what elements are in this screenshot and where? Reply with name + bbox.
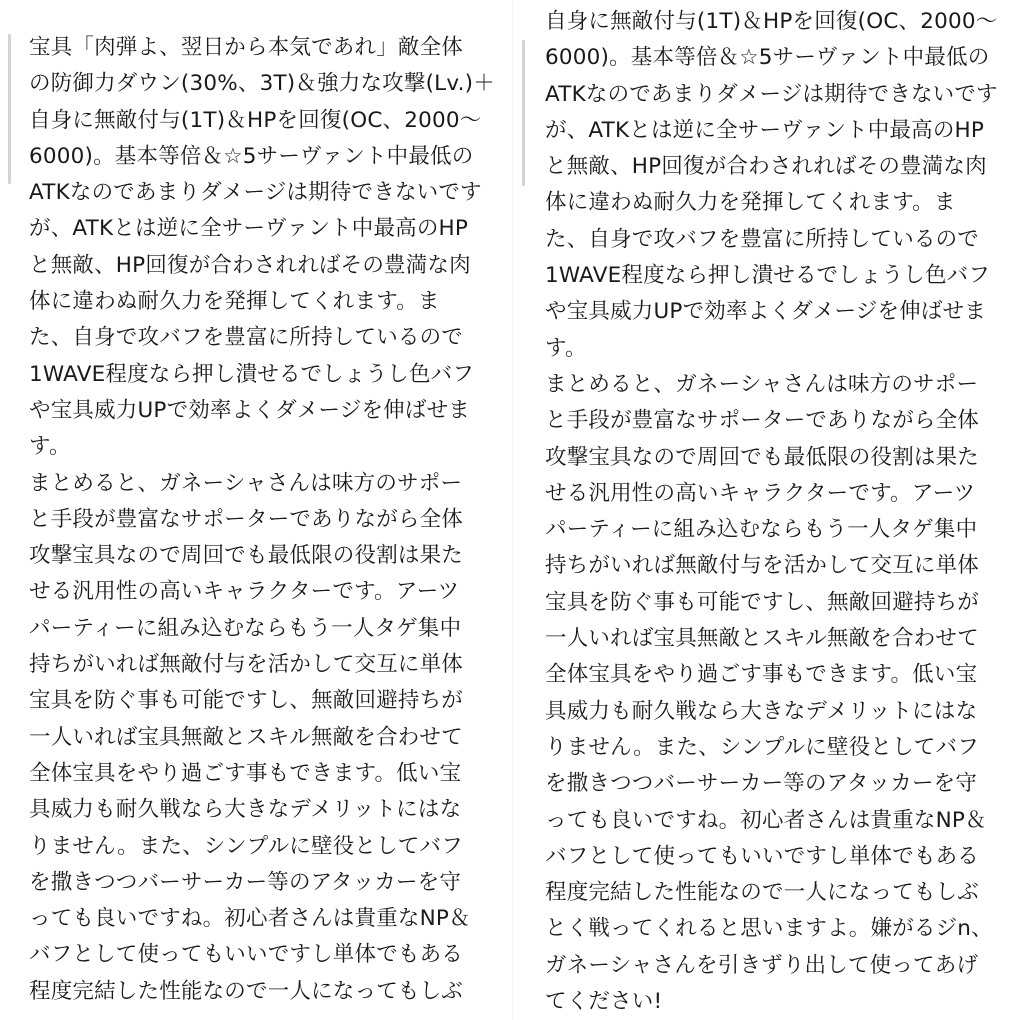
text-line: 持ちがいれば無敵付与を活かして交互に単体 bbox=[545, 553, 980, 579]
text-line: や宝具威力UPで効率よくダメージを伸ばせま bbox=[29, 397, 470, 423]
text-line: 1WAVE程度なら押し潰せるでしょうし色バフ bbox=[545, 263, 991, 289]
text-line: を撒きつつバーサーカー等のアタッカーを守 bbox=[545, 771, 978, 797]
text-line: を撒きつつバーサーカー等のアタッカーを守 bbox=[29, 869, 462, 895]
text-line: 自身に無敵付与(1T)＆HPを回復(OC、2000〜 bbox=[29, 107, 482, 133]
text-line: た、自身で攻バフを豊富に所持しているので bbox=[545, 226, 980, 252]
text-line: 全体宝具をやり過ごす事もできます。低い宝 bbox=[29, 760, 462, 786]
text-line: と手段が豊富なサポーターでありながら全体 bbox=[545, 408, 980, 434]
text-line: の防御力ダウン(30%、3T)＆強力な攻撃(Lv.)＋ bbox=[29, 71, 495, 97]
text-line: す。 bbox=[29, 434, 71, 460]
text-line: まとめると、ガネーシャさんは味方のサポー bbox=[545, 371, 979, 397]
text-line: 具威力も耐久戦なら大きなデメリットにはな bbox=[545, 698, 978, 724]
text-line: た、自身で攻バフを豊富に所持しているので bbox=[29, 325, 464, 351]
text-line: 持ちがいれば無敵付与を活かして交互に単体 bbox=[29, 652, 464, 678]
text-line: や宝具威力UPで効率よくダメージを伸ばせま bbox=[545, 299, 986, 325]
text-line: 攻撃宝具なので周回でも最低限の役割は果た bbox=[545, 444, 980, 470]
text-line: りません。また、シンプルに壁役としてバフ bbox=[29, 833, 463, 859]
text-line: りません。また、シンプルに壁役としてバフ bbox=[545, 734, 979, 760]
text-line: 具威力も耐久戦なら大きなデメリットにはな bbox=[29, 797, 462, 823]
text-line: ガネーシャさんを引きずり出して使ってあげ bbox=[545, 952, 979, 978]
right-text-block bbox=[545, 4, 1021, 1020]
text-line: パーティーに組み込むならもう一人タゲ集中 bbox=[545, 517, 978, 543]
text-line: 宝具を防ぐ事も可能ですし、無敵回避持ちが bbox=[545, 589, 980, 615]
text-line: 自身に無敵付与(1T)＆HPを回復(OC、2000〜 bbox=[545, 9, 998, 34]
text-line: が、ATKとは逆に全サーヴァント中最高のHP bbox=[29, 216, 469, 242]
text-line: てください! bbox=[545, 989, 663, 1015]
left-screenshot-panel[interactable] bbox=[0, 0, 510, 1020]
text-line: っても良いですね。初心者さんは貴重なNP＆ bbox=[545, 807, 987, 833]
text-line: 程度完結した性能なので一人になってもしぶ bbox=[545, 880, 980, 906]
text-line: っても良いですね。初心者さんは貴重なNP＆ bbox=[29, 906, 471, 932]
text-line: 全体宝具をやり過ごす事もできます。低い宝 bbox=[545, 662, 978, 688]
text-line: ATKなのであまりダメージは期待できないです bbox=[29, 180, 482, 206]
text-line: バフとして使ってもいいですし単体でもある bbox=[29, 942, 464, 968]
text-line: 6000)。基本等倍＆☆5サーヴァント中最低の bbox=[545, 45, 990, 71]
text-line: バフとして使ってもいいですし単体でもある bbox=[545, 843, 980, 869]
text-line: とく戦ってくれると思いますよ。嫌がるジn、 bbox=[545, 916, 993, 942]
panel-divider bbox=[512, 0, 513, 1020]
text-line: ATKなのであまりダメージは期待できないです bbox=[545, 81, 998, 107]
text-line: 程度完結した性能なので一人になってもしぶ bbox=[29, 978, 464, 1004]
text-line: と無敵、HP回復が合わされればその豊満な肉 bbox=[29, 252, 471, 278]
text-line: 一人いれば宝具無敵とスキル無敵を合わせて bbox=[29, 724, 463, 750]
text-line: 6000)。基本等倍＆☆5サーヴァント中最低の bbox=[29, 143, 474, 169]
text-line: す。 bbox=[545, 335, 587, 361]
text-line: パーティーに組み込むならもう一人タゲ集中 bbox=[29, 615, 462, 641]
text-line: せる汎用性の高いキャラクターです。アーツ bbox=[29, 579, 460, 605]
text-line: 宝具を防ぐ事も可能ですし、無敵回避持ちが bbox=[29, 688, 464, 714]
text-line: 体に違わぬ耐久力を発揮してくれます。ま bbox=[29, 289, 440, 315]
text-line: せる汎用性の高いキャラクターです。アーツ bbox=[545, 480, 976, 506]
text-line: 1WAVE程度なら押し潰せるでしょうし色バフ bbox=[29, 361, 475, 387]
left-text-block bbox=[29, 30, 505, 1010]
text-line: 宝具「肉弾よ、翌日から本気であれ」敵全体 bbox=[29, 35, 464, 60]
right-screenshot-panel[interactable] bbox=[518, 0, 1027, 1020]
text-line: 体に違わぬ耐久力を発揮してくれます。ま bbox=[545, 190, 956, 216]
text-line: と手段が豊富なサポーターでありながら全体 bbox=[29, 506, 464, 532]
text-line: 一人いれば宝具無敵とスキル無敵を合わせて bbox=[545, 626, 979, 652]
right-scrollbar[interactable] bbox=[522, 40, 525, 186]
text-line: が、ATKとは逆に全サーヴァント中最高のHP bbox=[545, 117, 985, 143]
text-line: まとめると、ガネーシャさんは味方のサポー bbox=[29, 470, 463, 496]
left-scrollbar[interactable] bbox=[8, 34, 11, 184]
text-line: 攻撃宝具なので周回でも最低限の役割は果た bbox=[29, 543, 464, 569]
text-line: と無敵、HP回復が合わされればその豊満な肉 bbox=[545, 154, 987, 180]
